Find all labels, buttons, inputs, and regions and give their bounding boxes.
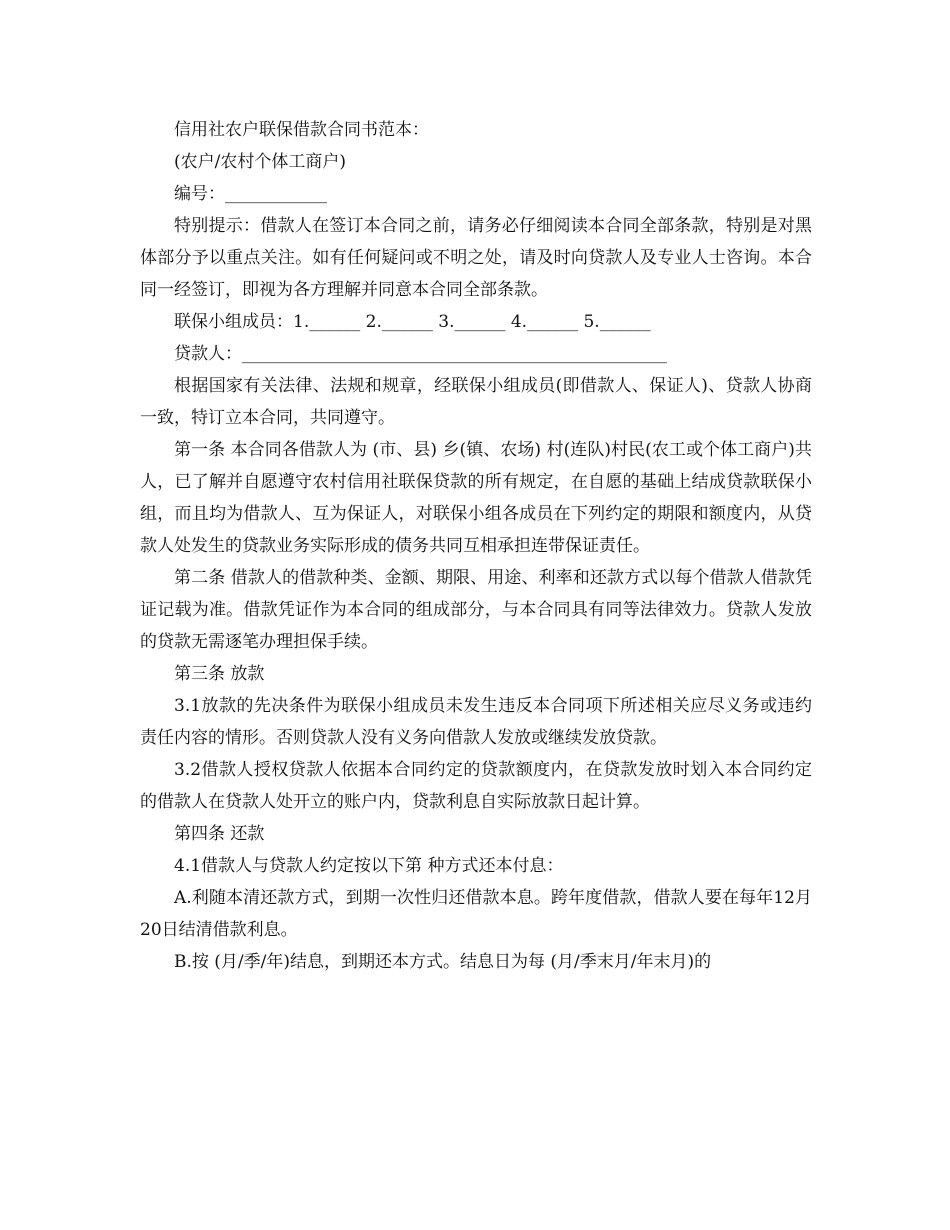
document-page: [140, 114, 818, 978]
article-3-heading: 第三条 放款: [174, 664, 265, 684]
document-subtitle: (农户/农村个体工商户): [174, 152, 346, 172]
clause-3-2: 3.2借款人授权贷款人依据本合同约定的贷款额度内，在贷款发放时划入本合同约定的借款人在贷款人处开立的账户内，贷款利息自实际放款日起计算。: [140, 760, 812, 812]
preamble: 根据国家有关法律、法规和规章，经联保小组成员(即借款人、保证人)、贷款人协商一致，特订立本合同，共同遵守。: [140, 376, 812, 428]
lender-line: 贷款人：__________________________________________________: [174, 344, 667, 364]
repayment-option-b: B.按 (月/季/年)结息，到期还本方式。结息日为每 (月/季末月/年末月)的: [174, 952, 712, 972]
document-title: 信用社农户联保借款合同书范本：: [174, 120, 429, 140]
clause-4-1: 4.1借款人与贷款人约定按以下第 种方式还本付息：: [174, 856, 564, 876]
clause-3-1: 3.1放款的先决条件为联保小组成员未发生违反本合同项下所述相关应尽义务或违约责任内容的情形。否则贷款人没有义务向借款人发放或继续发放贷款。: [140, 696, 812, 748]
guarantee-group-members: 联保小组成员：1.______ 2.______ 3.______ 4.______ 5.______: [174, 312, 651, 332]
article-1: 第一条 本合同各借款人为 (市、县) 乡(镇、农场) 村(连队)村民(农工或个体工商户)共 人，已了解并自愿遵守农村信用社联保贷款的所有规定，在自愿的基础上结成贷款联保小组，而且均为借款人、互为保证人，对联保小组各成员在下列约定的期限和额度内，从贷款人处发生的贷款业务实际形成的债务共同互相承担连带保证责任。: [140, 440, 818, 556]
special-notice: 特别提示：借款人在签订本合同之前，请务必仔细阅读本合同全部条款，特别是对黑体部分予以重点关注。如有任何疑问或不明之处，请及时向贷款人及专业人士咨询。本合同一经签订，即视为各方理解并同意本合同全部条款。: [140, 216, 812, 300]
article-4-heading: 第四条 还款: [174, 824, 265, 844]
contract-number: 编号：____________: [174, 184, 327, 204]
article-2: 第二条 借款人的借款种类、金额、期限、用途、利率和还款方式以每个借款人借款凭证记载为准。借款凭证作为本合同的组成部分，与本合同具有同等法律效力。贷款人发放的贷款无需逐笔办理担保手续。: [140, 568, 812, 652]
repayment-option-a: A.利随本清还款方式，到期一次性归还借款本息。跨年度借款，借款人要在每年12月20日结清借款利息。: [140, 888, 812, 940]
